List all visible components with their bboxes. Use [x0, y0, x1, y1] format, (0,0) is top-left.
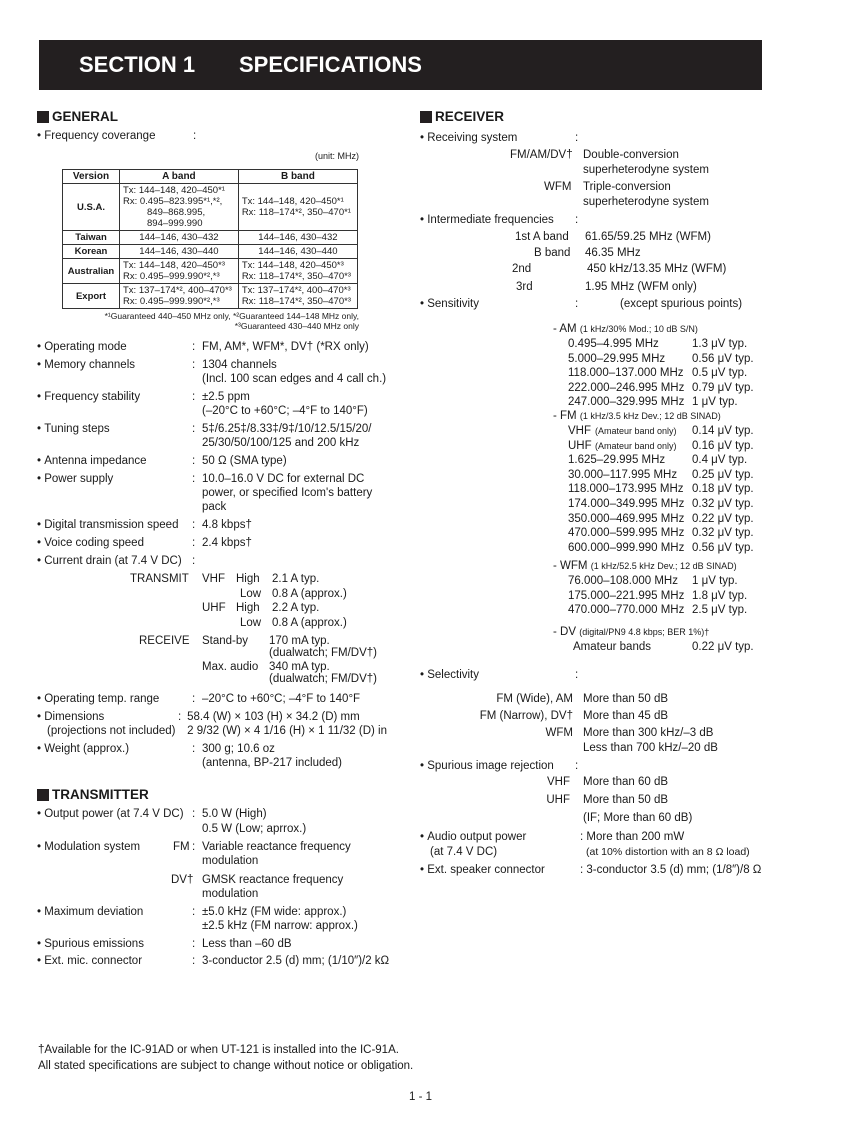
- table-cell-version: Taiwan: [63, 231, 120, 245]
- square-bullet-icon: [37, 789, 49, 801]
- table-cell-a-band: Tx: 144–148, 420–450*¹ Rx: 0.495–823.995*¹,*², 849–868.995, 894–999.990: [120, 184, 239, 231]
- table-cell-version: Korean: [63, 245, 120, 259]
- table-cell-a-band: Tx: 137–174*², 400–470*³ Rx: 0.495–999.990*²,*³: [120, 284, 239, 309]
- table-notes: *¹Guaranteed 440–450 MHz only, *²Guaranteed 144–148 MHz only, *³Guaranteed 430–440 MHz only: [104, 311, 359, 331]
- page-number: 1 - 1: [408, 1091, 432, 1103]
- table-cell-version: Export: [63, 284, 120, 309]
- frequency-table: [62, 169, 358, 309]
- spec-item: • Operating temp. range : –20°C to +60°C; –4°F to 140°F: [37, 692, 387, 706]
- current-drain-detail: TRANSMIT VHF High 2.1 A typ. Low 0.8 A (approx.) UHF High 2.2 A typ. Low 0.8 A (approx.) RECEIVE Stand-by 170 mA typ. (dualwatch; FM/DV†) Max. audio 340 mA typ. (dualwatch; FM/DV†): [130, 573, 378, 685]
- section-title: SPECIFICATIONS: [239, 52, 422, 77]
- receiver-specs: • Receiving system : FM/AM/DV† Double-conversion superheterodyne system WFM Triple-conversion superheterodyne system • Intermediate frequencies : 1st A band 61.65/59.25 MHz (WFM) B band 46.35 MHz 2nd 450 kHz/13.35 MHz (WFM) 3rd 1.95 MHz (WFM only) • Sensitivity : (except spurious points) - AM (1 kHz/30% Mod.; 10 dB S/N) 0.495–4.995 MHz 1.3 μV typ. 5.000–29.995 MHz 0.56 μV typ. 118.000–137.000 MHz 0.5 μV typ. 222.000–246.995 MHz 0.79 μV typ. 247.000–329.995 MHz 1 μV typ. - FM (1 kHz/3.5 kHz Dev.; 12 dB SINAD) VHF (Amateur band only) 0.14 μV typ. UHF (Amateur band only) 0.16 μV typ. 1.625–29.995 MHz 0.4 μV typ. 30.000–117.995 MHz 0.25 μV typ. 118.000–173.995 MHz 0.18 μV typ. 174.000–349.995 MHz 0.32 μV typ. 350.000–469.995 MHz 0.22 μV typ. 470.000–599.995 MHz 0.32 μV typ. 600.000–999.990 MHz 0.56 μV typ. - WFM (1 kHz/52.5 kHz Dev.; 12 dB SINAD) 76.000–108.000 MHz 1 μV typ. 175.000–221.995 MHz 1.8 μV typ. 470.000–770.000 MHz 2.5 μV typ. - DV (digital/PN9 4.8 kbps; BER 1%)† Amateur bands 0.22 μV typ. • Selectivity : FM (Wide), AM More than 50 dB FM (Narrow), DV† More than 45 dB WFM More than 300 kHz/–3 dB Less than 700 kHz/–20 dB • Spurious image rejection : VHF More than 60 dB UHF More than 50 dB (IF; More than 60 dB) • Audio output power (at 7.4 V DC) : More than 200 mW (at 10% distortion with an 8 Ω load) • Ext. speaker connector : 3-conductor 3.5 (d) mm; (1/8″)/8 Ω: [420, 129, 765, 909]
- general-items: [37, 340, 387, 568]
- square-bullet-icon: [420, 111, 432, 123]
- table-cell-a-band: 144–146, 430–440: [120, 245, 239, 259]
- spec-item: • Memory channels : 1304 channels (Incl. 100 scan edges and 4 call ch.): [37, 358, 387, 386]
- footer-notes: †Available for the IC-91AD or when UT-121 is installed into the IC-91A. All stated specifications are subject to change without notice or obligation.: [38, 1044, 414, 1072]
- transmitter-heading: TRANSMITTER: [37, 786, 387, 804]
- table-cell-b-band: Tx: 137–174*², 400–470*³ Rx: 118–174*², 350–470*³: [238, 284, 357, 309]
- receiver-heading: RECEIVER: [420, 108, 765, 126]
- table-cell-a-band: Tx: 144–148, 420–450*³ Rx: 0.495–999.990*²,*³: [120, 259, 239, 284]
- table-row: [63, 245, 358, 259]
- transmitter-specs: • Output power (at 7.4 V DC) : 5.0 W (High) 0.5 W (Low; aprrox.) • Modulation system FM : Variable reactance frequency modulation DV† GMSK reactance frequency modulation • Maximum deviation : ±5.0 kHz (FM wide: approx.) ±2.5 kHz (FM narrow: approx.) • Spurious emissions : Less than –60 dB • Ext. mic. connector : 3-conductor 2.5 (d) mm; (1/10″)/2 kΩ: [37, 807, 387, 977]
- table-cell-version: U.S.A.: [63, 184, 120, 231]
- spec-item: • Tuning steps : 5‡/6.25‡/8.33‡/9‡/10/12.5/15/20/ 25/30/50/100/125 and 200 kHz: [37, 422, 387, 450]
- table-row: [63, 231, 358, 245]
- spec-item: • Frequency stability : ±2.5 ppm (–20°C to +60°C; –4°F to 140°F): [37, 390, 387, 418]
- right-column: [420, 108, 765, 909]
- table-unit: (unit: MHz): [314, 151, 359, 161]
- table-row: [63, 284, 358, 309]
- table-cell-b-band: 144–146, 430–440: [238, 245, 357, 259]
- general-heading: GENERAL: [37, 108, 387, 126]
- table-header: B band: [238, 170, 357, 184]
- spec-item: • Current drain (at 7.4 V DC) :: [37, 554, 387, 568]
- spec-frequency-coverage: • Frequency coverange :: [37, 129, 387, 143]
- table-cell-b-band: 144–146, 430–432: [238, 231, 357, 245]
- spec-item: • Digital transmission speed : 4.8 kbps†: [37, 518, 387, 532]
- section-banner: [39, 40, 762, 90]
- table-cell-b-band: Tx: 144–148, 420–450*¹ Rx: 118–174*², 350–470*¹: [238, 184, 357, 231]
- left-column: [37, 108, 390, 977]
- spec-item: • Weight (approx.) : 300 g; 10.6 oz (antenna, BP-217 included): [37, 742, 387, 770]
- table-cell-b-band: Tx: 144–148, 420–450*³ Rx: 118–174*², 350–470*³: [238, 259, 357, 284]
- spec-item: • Voice coding speed : 2.4 kbps†: [37, 536, 387, 550]
- table-cell-a-band: 144–146, 430–432: [120, 231, 239, 245]
- table-row: [63, 184, 358, 231]
- spec-item: • Power supply : 10.0–16.0 V DC for external DC power, or specified Icom's battery pack: [37, 472, 387, 514]
- table-cell-version: Australian: [63, 259, 120, 284]
- spec-item: • Antenna impedance : 50 Ω (SMA type): [37, 454, 387, 468]
- table-header: A band: [120, 170, 239, 184]
- table-header: Version: [63, 170, 120, 184]
- spec-item: • Operating mode : FM, AM*, WFM*, DV† (*RX only): [37, 340, 387, 354]
- general-items-2: [37, 692, 387, 770]
- spec-item: • Dimensions (projections not included) : 58.4 (W) × 103 (H) × 34.2 (D) mm 2 9/32 (W) × 4 1/16 (H) × 1 11/32 (D) in: [37, 710, 387, 738]
- table-row: [63, 259, 358, 284]
- square-bullet-icon: [37, 111, 49, 123]
- section-number: SECTION 1: [79, 52, 196, 77]
